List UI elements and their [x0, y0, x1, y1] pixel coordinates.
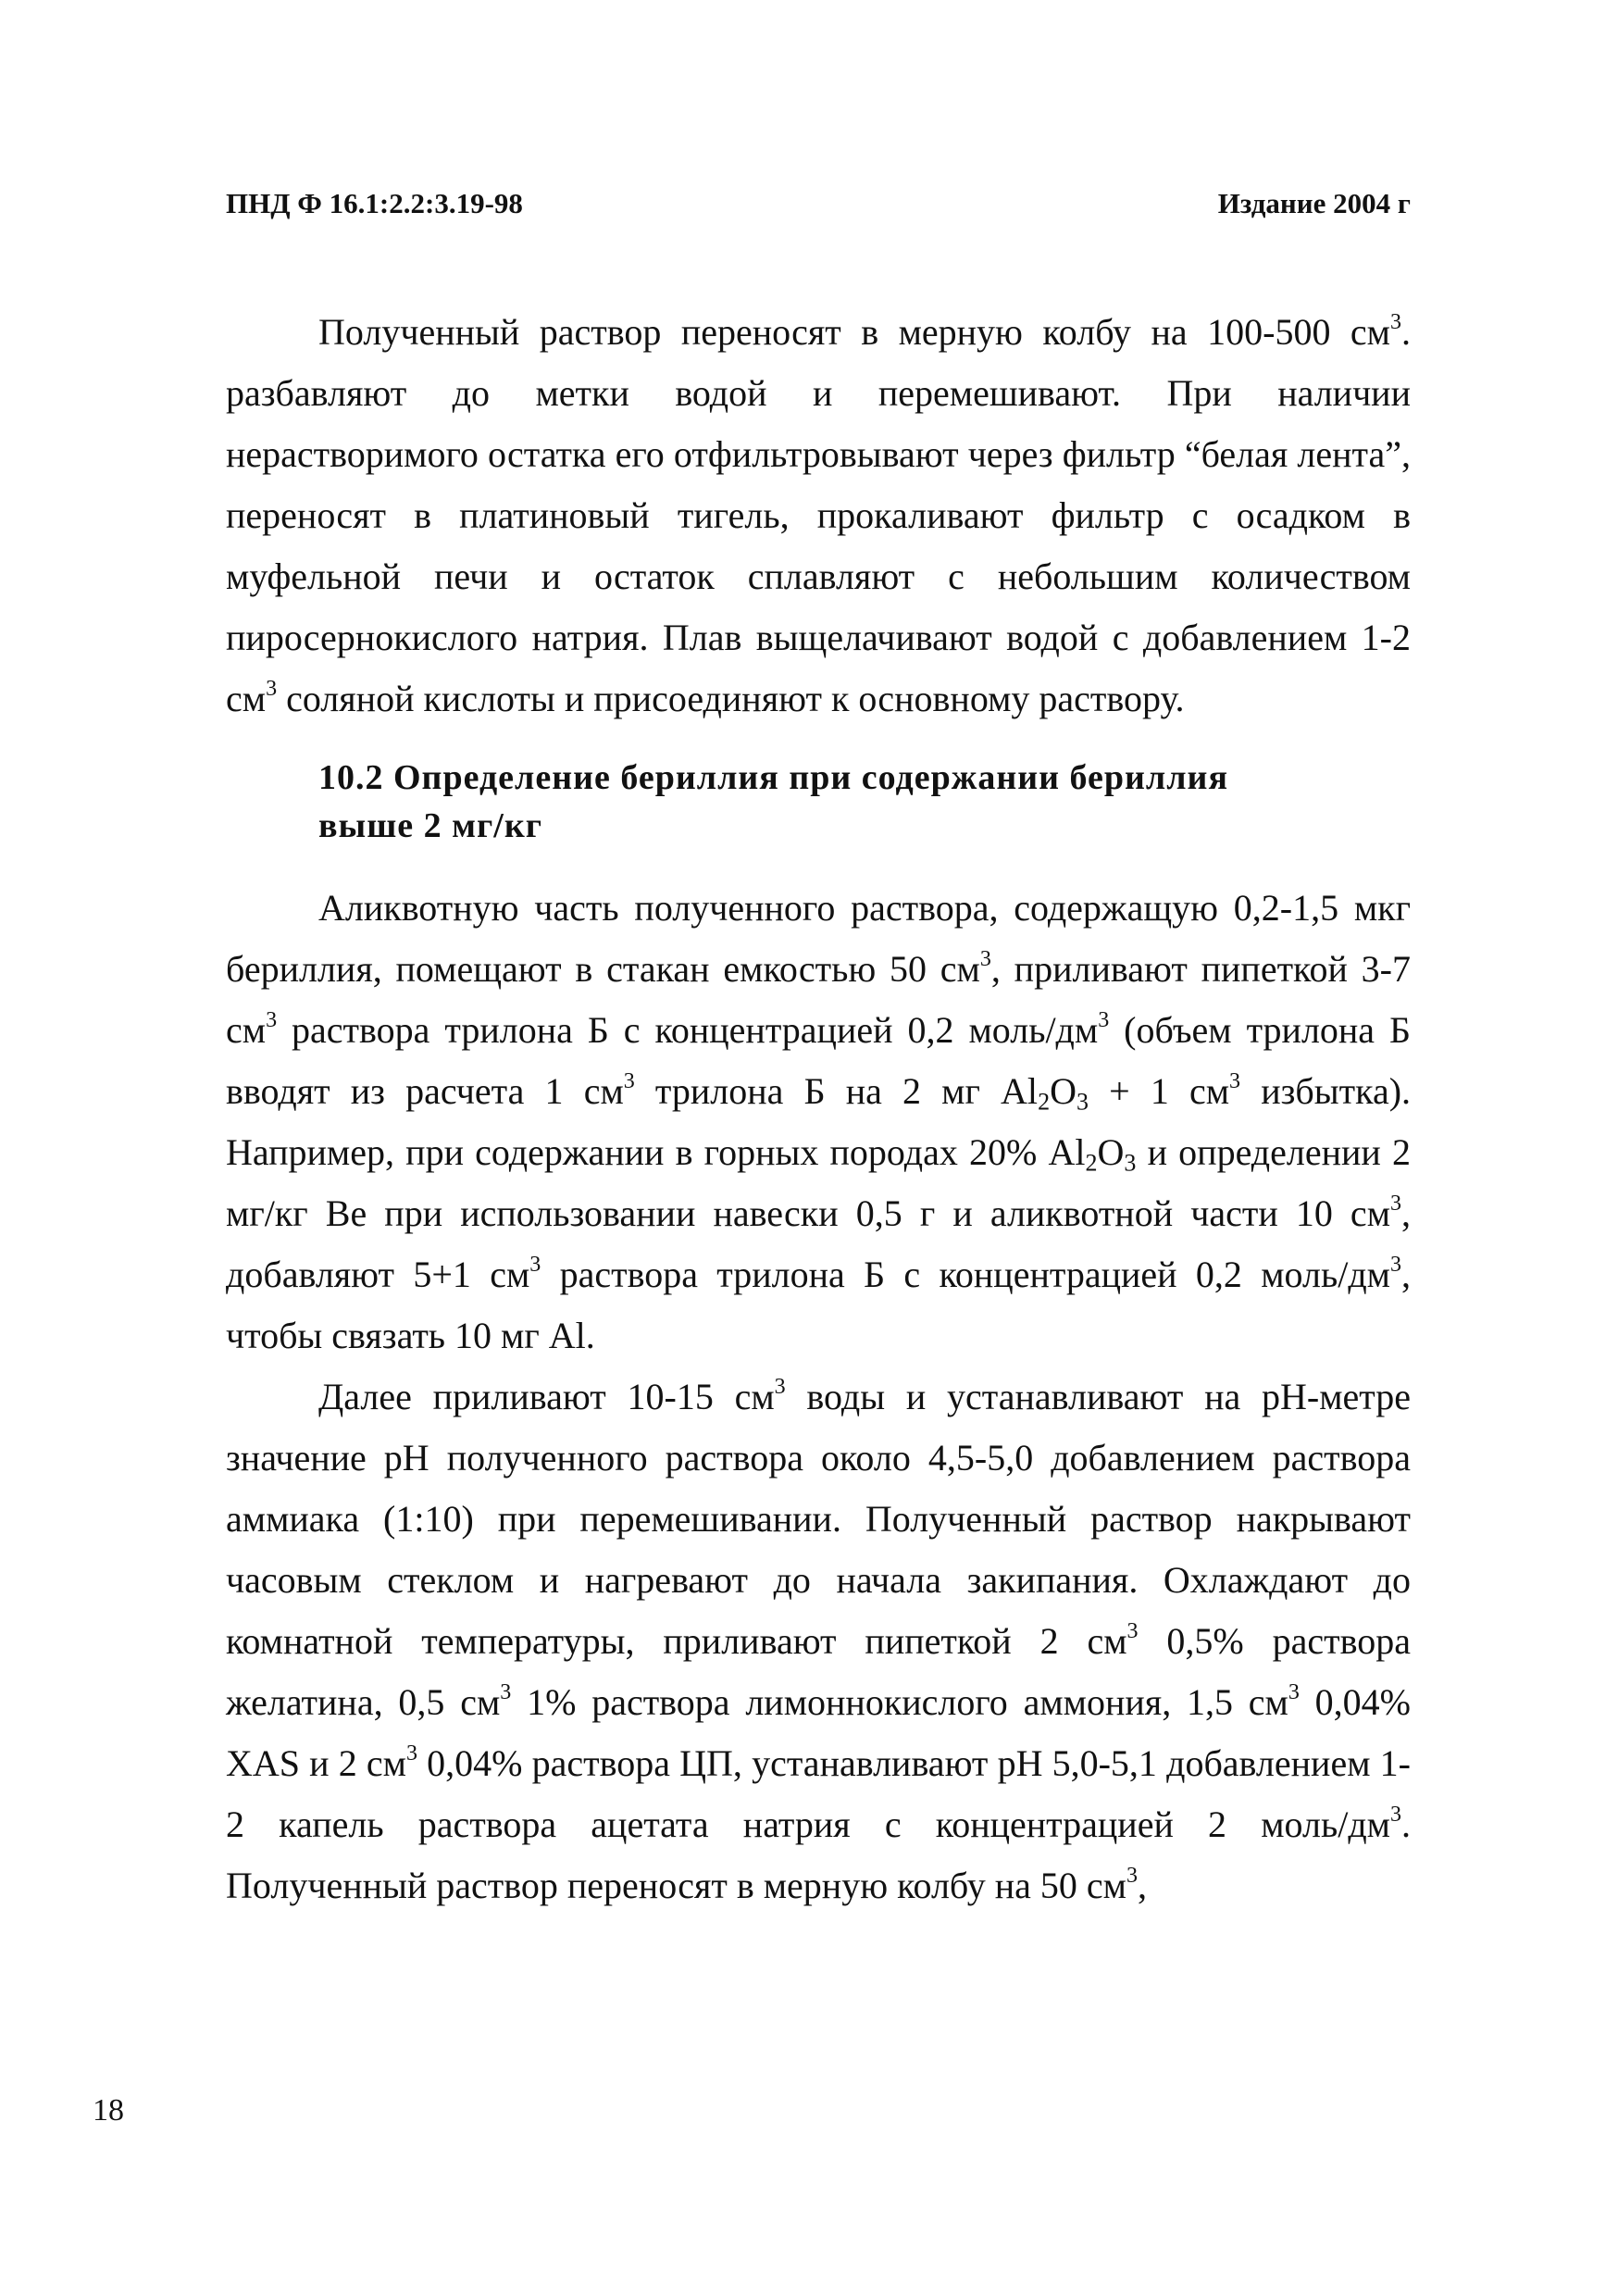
paragraph-ph-adjustment [226, 1366, 1411, 1916]
superscript: 3 [623, 1069, 635, 1094]
superscript: 3 [1098, 1008, 1110, 1033]
superscript: 3 [529, 1253, 541, 1278]
text-run: + 1 см [1088, 1070, 1230, 1112]
superscript: 3 [1229, 1069, 1241, 1094]
text-run: , добавляют 5+1 см [226, 1192, 1411, 1295]
text-run: 0,04% раствора ЦП, устанавливают pH 5,0-5,1 добавлением 1-2 капель раствора ацетата натрия с концентрацией 2 моль/дм [226, 1742, 1411, 1845]
superscript: 3 [1390, 310, 1401, 335]
text-run: соляной кислоты и присоединяют к основному раствору. [277, 678, 1185, 719]
text-run: . разбавляют до метки водой и перемешивают. При наличии нерастворимого остатка его отфильтровывают через фильтр “белая лента”, переносят в платиновый тигель, прокаливают фильтр с осадком в муфельной печи и остаток сплавляют с небольшим количеством пиросернокислого натрия. Плав выщелачивают водой с добавлением 1-2 см [226, 311, 1411, 719]
superscript: 3 [1288, 1680, 1300, 1705]
text-run: O [1097, 1131, 1125, 1173]
subscript: 3 [1124, 1149, 1137, 1177]
section-heading [318, 754, 1411, 850]
text-run: 1% раствора лимоннокислого аммония, 1,5 см [511, 1681, 1288, 1723]
text-run: раствора трилона Б с концентрацией 0,2 моль/дм [277, 1009, 1099, 1051]
subscript: 3 [1076, 1088, 1089, 1116]
superscript: 3 [500, 1680, 512, 1705]
section-heading-line: выше 2 мг/кг [318, 806, 542, 845]
superscript: 3 [266, 677, 278, 702]
text-run: Далее приливают 10-15 см [318, 1376, 775, 1417]
text-run: , приливают пипеткой 3-7 см [226, 948, 1411, 1051]
edition-label: Издание 2004 г [1217, 187, 1411, 219]
text-run: . Полученный раствор переносят в мерную колбу на 50 см [226, 1803, 1411, 1906]
text-run: Аликвотную часть полученного раствора, содержащую 0,2-1,5 мкг бериллия, помещают в стакан емкостью 50 см [226, 887, 1411, 990]
text-run: воды и устанавливают на pH-метре значение pH полученного раствора около 4,5-5,0 добавлением раствора аммиака (1:10) при перемешивании. Полученный раствор накрывают часовым стеклом и нагревают до начала закипания. Охлаждают до комнатной температуры, приливают пипеткой 2 см [226, 1376, 1412, 1662]
subscript: 2 [1038, 1088, 1051, 1116]
superscript: 3 [1390, 1192, 1401, 1217]
superscript: 3 [979, 947, 991, 972]
text-run: и определении 2 мг/кг Be при использовании навески 0,5 г и аликвотной части 10 см [226, 1131, 1411, 1234]
superscript: 3 [1126, 1864, 1138, 1889]
text-run: (объем трилона Б вводят из расчета 1 см [226, 1009, 1411, 1112]
superscript: 3 [405, 1741, 417, 1766]
text-run: раствора трилона Б с концентрацией 0,2 моль/дм [541, 1254, 1390, 1295]
superscript: 3 [1390, 1803, 1401, 1828]
superscript: 3 [774, 1375, 786, 1400]
text-run: трилона Б на 2 мг Al [634, 1070, 1039, 1112]
page-number: 18 [93, 2093, 124, 2128]
text-run: 0,5% раствора желатина, 0,5 см [226, 1620, 1411, 1723]
superscript: 3 [1390, 1253, 1401, 1278]
text-run: , [1137, 1865, 1147, 1906]
paragraph-aliquot [226, 878, 1411, 1366]
superscript: 3 [1126, 1619, 1139, 1644]
text-run: избытка). Например, при содержании в горных породах 20% Al [226, 1070, 1412, 1173]
text-run: Полученный раствор переносят в мерную колбу на 100-500 см [318, 311, 1390, 353]
document-code: ПНД Ф 16.1:2.2:3.19-98 [226, 187, 523, 219]
superscript: 3 [266, 1008, 278, 1033]
text-run: , чтобы связать 10 мг Al. [226, 1254, 1411, 1356]
text-run: O [1050, 1070, 1077, 1112]
text-run: 0,04% XAS и 2 см [226, 1681, 1411, 1784]
subscript: 2 [1085, 1149, 1098, 1177]
section-heading-line: 10.2 Определение бериллия при содержании бериллия [318, 758, 1229, 797]
paragraph-dissolution [226, 302, 1411, 730]
